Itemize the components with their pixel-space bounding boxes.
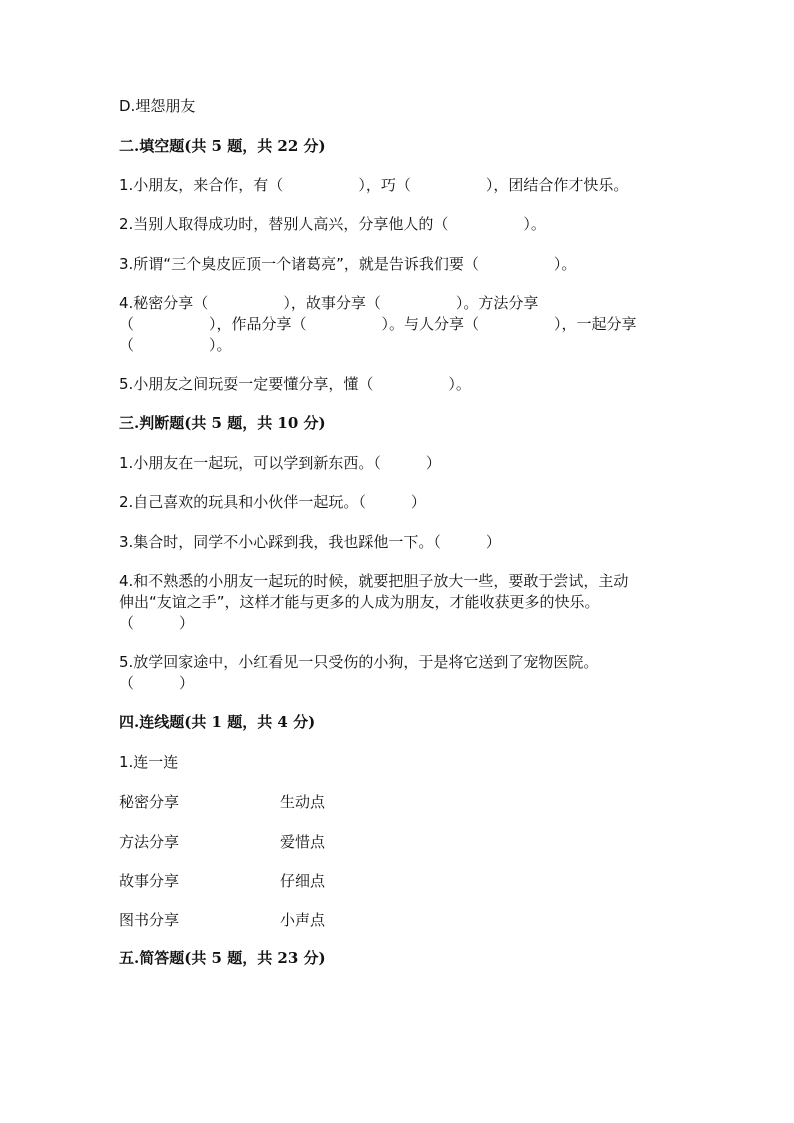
match-left-item: 秘密分享 — [119, 793, 180, 811]
fill-question-4-line-1: 4.秘密分享（ ），故事分享（ ）。方法分享 — [119, 294, 539, 312]
judge-question-2: 2.自己喜欢的玩具和小伙伴一起玩。（ ） — [119, 493, 426, 511]
judge-question-4-line-1: 4.和不熟悉的小朋友一起玩的时候，就要把胆子放大一些，要敢于尝试，主动 — [119, 572, 629, 590]
previous-option-d: D.埋怨朋友 — [119, 97, 196, 115]
judge-question-5-line-2: （ ） — [119, 674, 195, 692]
match-right-item: 爱惜点 — [280, 833, 326, 851]
fill-question-4-line-3: （ ）。 — [119, 336, 232, 354]
match-left-item: 方法分享 — [119, 833, 180, 851]
fill-question-5: 5.小朋友之间玩耍一定要懂分享，懂（ ）。 — [119, 375, 471, 393]
match-right-item: 小声点 — [280, 911, 326, 929]
match-right-item: 生动点 — [280, 793, 326, 811]
fill-question-2: 2.当别人取得成功时，替别人高兴，分享他人的（ ）。 — [119, 215, 546, 233]
fill-question-4-line-2: （ ），作品分享（ ）。与人分享（ ），一起分享 — [119, 315, 637, 333]
section-heading-fill-in: 二.填空题(共 5 题，共 22 分) — [119, 137, 326, 155]
judge-question-5-line-1: 5.放学回家途中，小红看见一只受伤的小狗，于是将它送到了宠物医院。 — [119, 653, 599, 671]
judge-question-4-line-3: （ ） — [119, 614, 195, 632]
match-left-item: 图书分享 — [119, 911, 180, 929]
match-right-item: 仔细点 — [280, 872, 326, 890]
judge-question-3: 3.集合时，同学不小心踩到我，我也踩他一下。（ ） — [119, 533, 501, 551]
section-heading-true-false: 三.判断题(共 5 题，共 10 分) — [119, 414, 326, 432]
judge-question-1: 1.小朋友在一起玩，可以学到新东西。（ ） — [119, 454, 441, 472]
judge-question-4-line-2: 伸出“友谊之手”，这样才能与更多的人成为朋友，才能收获更多的快乐。 — [119, 593, 600, 611]
section-heading-short-answer: 五.简答题(共 5 题，共 23 分) — [119, 949, 326, 967]
fill-question-1: 1.小朋友，来合作，有（ ），巧（ ），团结合作才快乐。 — [119, 176, 629, 194]
matching-question-1: 1.连一连 — [119, 753, 179, 771]
match-left-item: 故事分享 — [119, 872, 180, 890]
section-heading-matching: 四.连线题(共 1 题，共 4 分) — [119, 713, 316, 731]
fill-question-3: 3.所谓“三个臭皮匠顶一个诸葛亮”，就是告诉我们要（ ）。 — [119, 255, 577, 273]
